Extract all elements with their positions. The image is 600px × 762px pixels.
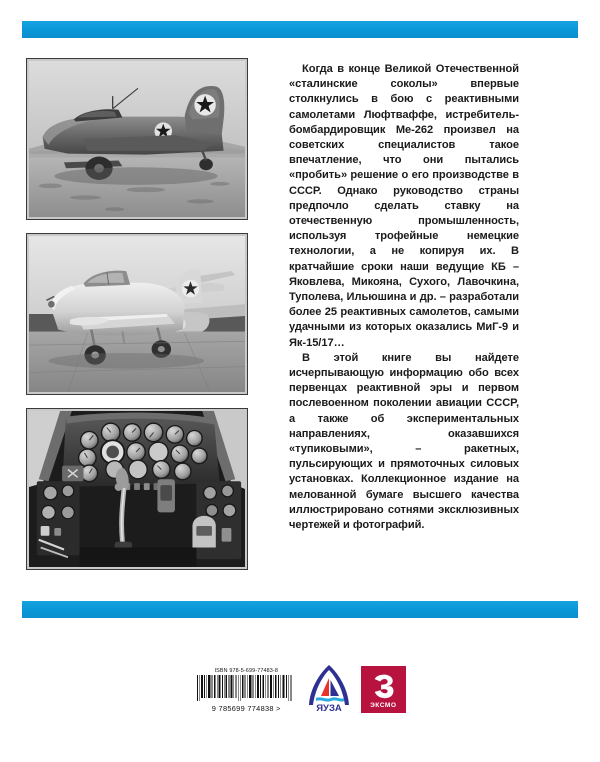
photo-column — [26, 58, 248, 570]
eksmo-wordmark: ЭКСМО — [370, 702, 397, 710]
photo-cockpit-image — [29, 411, 245, 567]
eksmo-icon — [361, 672, 406, 699]
barcode-bars — [196, 675, 296, 704]
photo-cockpit — [26, 408, 248, 570]
bottom-blue-rule — [22, 601, 578, 618]
barcode-block — [196, 668, 297, 713]
barcode-digits: 9 785699 774838 > — [211, 704, 281, 713]
svg-text:ЯУЗА: ЯУЗА — [315, 703, 342, 713]
top-blue-rule — [22, 21, 578, 38]
publisher-logo-yauza — [306, 663, 352, 713]
publisher-logo-eksmo — [361, 666, 406, 713]
blurb-paragraph-2: В этой книге вы найдете исчерпывающую информацию обо всех первенцах реактивной эры и первом послевоенном поколении авиации СССР, а также об экспериментальных направлениях, оказавшихся «тупиковыми», – ракетных, пульсирующих и прямоточных силовых установках. Коллекционное издание на мелованной бумаге высшего качества иллюстрировано сотнями эксклюзивных чертежей и фотографий. — [289, 351, 519, 532]
blurb-text — [289, 62, 519, 533]
isbn-label: ISBN 978-5-699-77483-8 — [214, 668, 279, 674]
blurb-paragraph-1: Когда в конце Великой Отечественной «сталинские соколы» впервые столкнулись в бою с реактивными самолетами Люфтваффе, истребитель-бомбардировщик Ме-262 произвел на советских специалистов такое впечатление, что они пытались «пробить» решение о его производстве в СССР. Однако руководство страны предпочло сделать ставку на отечественную промышленность, используя трофейные немецкие технологии, а не копируя их. В кратчайшие сроки наши ведущие КБ – Яковлева, Микояна, Сухого, Лавочкина, Туполева, Ильюшина и др. – разработали более 25 реактивных самолетов, самыми удачными из которых оказались МиГ-9 и Як-15/17… — [289, 63, 519, 349]
cover-footer — [196, 655, 406, 713]
photo-rocket-fighter-image — [29, 61, 245, 217]
photo-jet-fighter — [26, 233, 248, 395]
photo-jet-fighter-image — [29, 236, 245, 392]
yauza-icon — [306, 663, 352, 713]
photo-rocket-fighter — [26, 58, 248, 220]
